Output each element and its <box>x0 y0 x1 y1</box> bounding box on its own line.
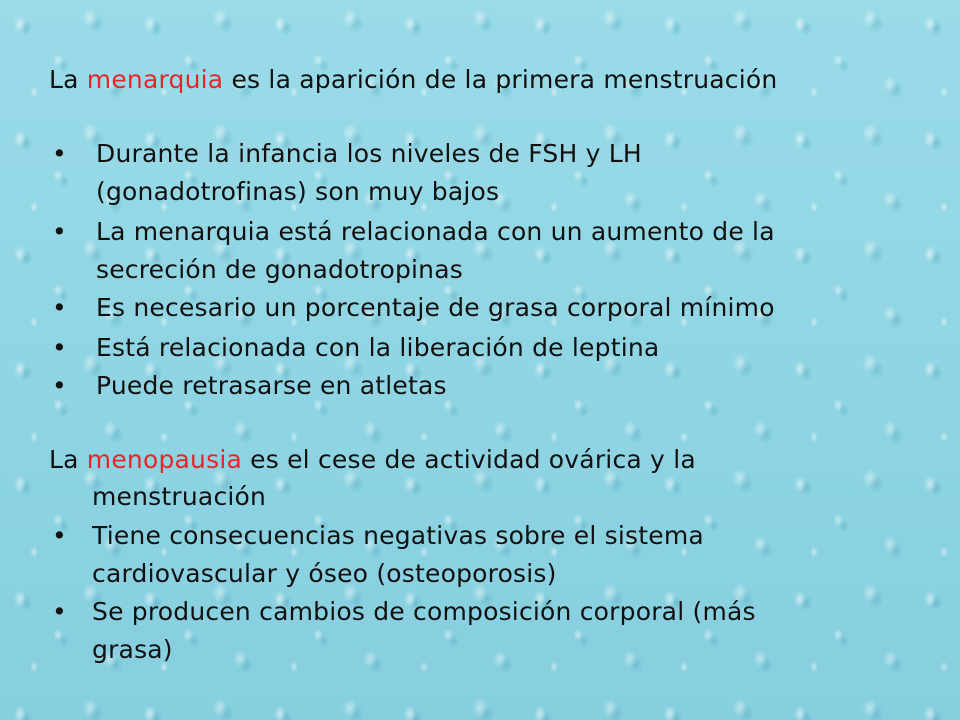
bullet-dot: • <box>52 139 67 168</box>
menarquia-bullet-5: Puede retrasarse en atletas <box>96 371 447 400</box>
menarquia-bullet-1-line-2: (gonadotrofinas) son muy bajos <box>96 177 500 206</box>
menarquia-bullet-2-line-1: La menarquia está relacionada con un aumento de la <box>96 217 775 246</box>
menopausia-bullet-2-line-1: Se producen cambios de composición corporal (más <box>92 597 756 626</box>
menopausia-bullet-1-line-2: cardiovascular y óseo (osteoporosis) <box>92 559 557 588</box>
menarquia-heading-prefix: La <box>49 65 87 94</box>
bullet-dot: • <box>52 597 67 626</box>
menopausia-heading-continuation: menstruación <box>92 482 267 511</box>
menopausia-term: menopausia <box>86 445 242 474</box>
menopausia-heading-prefix: La <box>49 445 87 474</box>
menarquia-heading-suffix: es la aparición de la primera menstruación <box>223 65 778 94</box>
menarquia-bullet-3: Es necesario un porcentaje de grasa corporal mínimo <box>96 293 775 322</box>
menarquia-term: menarquia <box>86 65 224 94</box>
menarquia-bullet-2-line-2: secreción de gonadotropinas <box>96 255 463 284</box>
menarquia-bullet-1-line-1: Durante la infancia los niveles de FSH y LH <box>96 139 642 168</box>
menopausia-heading-suffix: es el cese de actividad ovárica y la <box>242 445 696 474</box>
menarquia-bullet-4: Está relacionada con la liberación de leptina <box>96 333 660 362</box>
bullet-dot: • <box>52 371 67 400</box>
menarquia-heading <box>49 60 777 100</box>
bullet-dot: • <box>52 521 67 550</box>
menopausia-bullet-2-line-2: grasa) <box>92 635 173 664</box>
bullet-dot: • <box>52 217 67 246</box>
bullet-dot: • <box>52 293 67 322</box>
menopausia-heading <box>49 440 696 480</box>
menopausia-bullet-1-line-1: Tiene consecuencias negativas sobre el sistema <box>92 521 704 550</box>
bullet-dot: • <box>52 333 67 362</box>
